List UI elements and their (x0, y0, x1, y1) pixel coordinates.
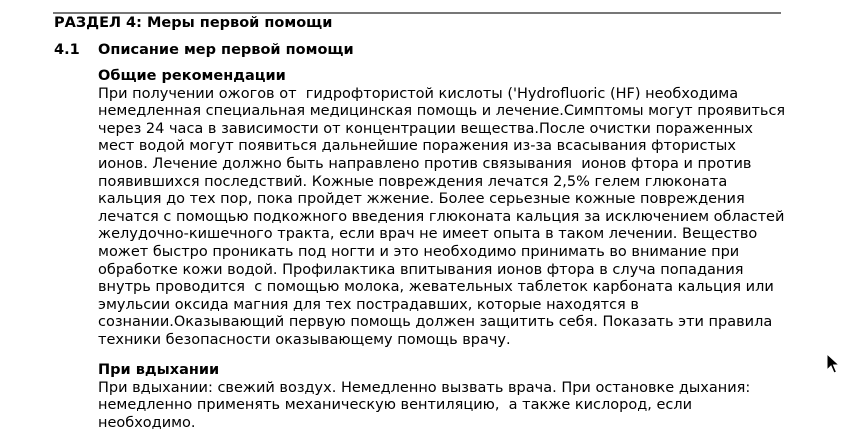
general-line: появившихся последствий. Кожные повреждения лечатся 2,5% гелем глюконата (98, 173, 728, 190)
general-recommendations (98, 68, 788, 350)
inhalation-line: необходимо. (98, 414, 196, 431)
general-line: При получении ожогов от гидрофтористой кислоты ('Hydrofluoric (HF) необходима (98, 85, 739, 102)
inhalation-line: немедленно применять механическую вентиляцию, а также кислород, если (98, 397, 693, 414)
general-line: мест водой могут появиться дальнейшие поражения из-за всасывания фтористых (98, 138, 736, 155)
general-line: обработке кожи водой. Профилактика впитывания ионов фтора в случа попадания (98, 261, 744, 278)
general-heading: Общие рекомендации (98, 68, 286, 84)
mouse-pointer-icon (826, 353, 840, 375)
general-line: немедленная специальная медицинская помощь и лечение.Симптомы могут проявиться (98, 103, 786, 120)
general-text (98, 86, 788, 350)
inhalation-section (98, 362, 788, 432)
general-line: лечатся с помощью подкожного введения глюконата кальция за исключением областей (98, 208, 785, 225)
general-line: ионов. Лечение должно быть направлено против связывания ионов фтора и против (98, 155, 752, 172)
general-line: может быстро проникать под ногти и это необходимо принимать во внимание при (98, 243, 740, 260)
subsection-number: 4.1 (54, 42, 80, 58)
general-line: сознании.Оказывающий первую помощь должен защитить себя. Показать эти правила (98, 314, 773, 331)
inhalation-line: При вдыхании: свежий воздух. Немедленно вызвать врача. При остановке дыхания: (98, 379, 751, 396)
general-line: техники безопасности оказывающему помощь врачу. (98, 331, 511, 348)
subsection-heading (54, 41, 354, 59)
inhalation-heading: При вдыхании (98, 362, 220, 378)
general-line: желудочно-кишечного тракта, если врач не имеет опыта в таком лечении. Вещество (98, 226, 758, 243)
section-title: РАЗДЕЛ 4: Меры первой помощи (54, 15, 333, 31)
general-line: эмульсии оксида магния для тех пострадавших, которые находятся в (98, 296, 639, 313)
general-line: кальция до тех пор, пока пройдет жжение. Более серьезные кожные повреждения (98, 191, 745, 208)
general-line: внутрь проводится с помощью молока, жевательных таблеток карбоната кальция или (98, 279, 774, 296)
inhalation-text (98, 380, 788, 433)
subsection-title: Описание мер первой помощи (98, 42, 354, 58)
general-line: через 24 часа в зависимости от концентрации вещества.После очистки пораженных (98, 120, 753, 137)
